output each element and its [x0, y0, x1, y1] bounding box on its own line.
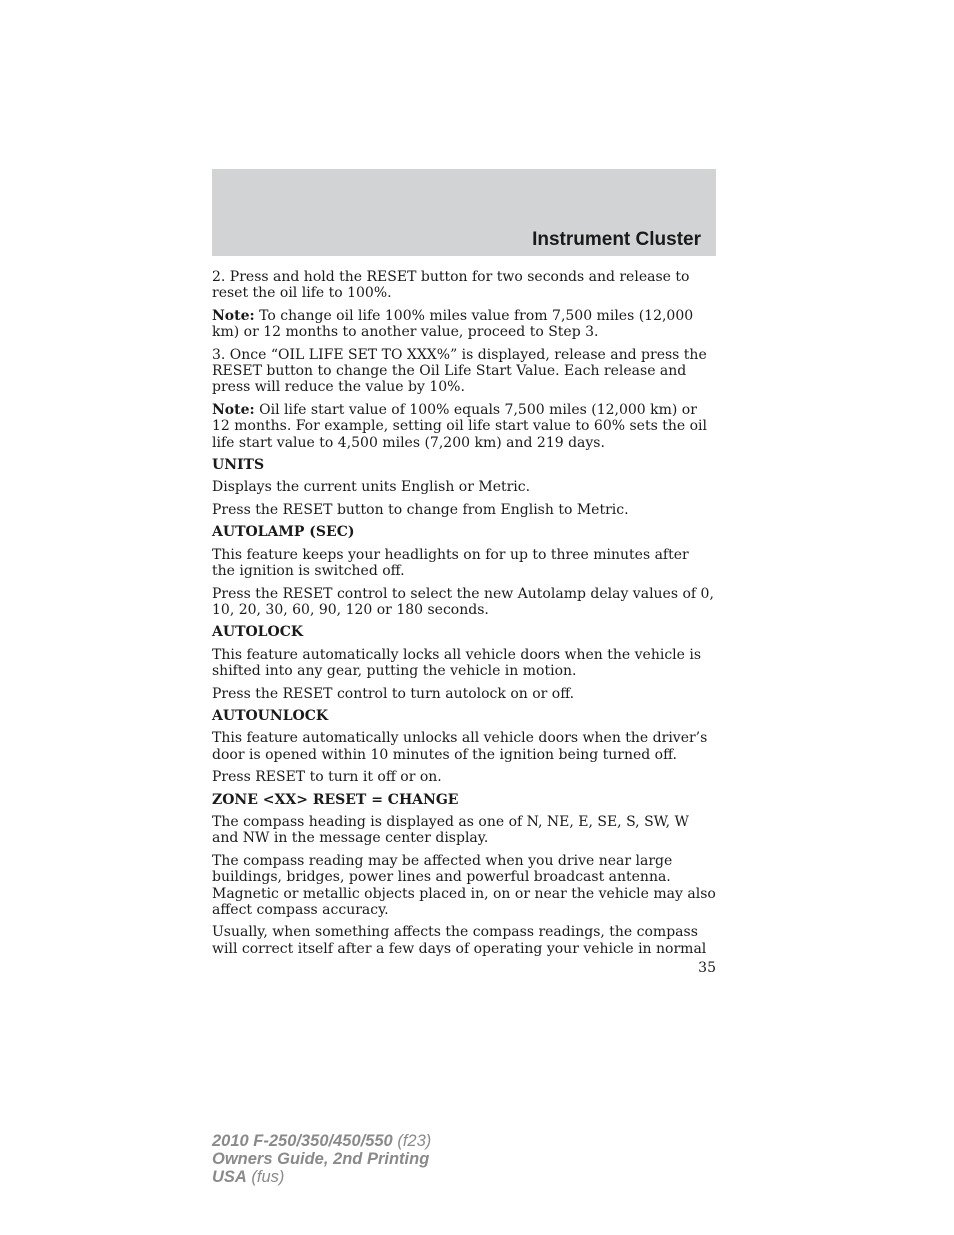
note-text: Oil life start value of 100% equals 7,500 miles (12,000 km) or 12 months. For example, setting oil life start value to 60% sets the oil life start value to 4,500 miles (7,200 km) and 219 days.: [212, 401, 707, 451]
autolamp-paragraph: Press the RESET control to select the new Autolamp delay values of 0, 10, 20, 30, 60, 90, 120 or 180 seconds.: [212, 585, 714, 618]
autounlock-paragraph: This feature automatically unlocks all vehicle doors when the driver’s door is opened within 10 minutes of the ignition being turned off.: [212, 730, 708, 763]
footer-region: USA: [212, 1168, 247, 1186]
footer-model: 2010 F-250/350/450/550: [212, 1132, 393, 1150]
autolock-heading: AUTOLOCK: [212, 624, 304, 641]
footer-region-line: [212, 1168, 431, 1186]
units-paragraph: Press the RESET button to change from English to Metric.: [212, 501, 629, 518]
footer-region-code: (fus): [246, 1168, 285, 1186]
note-paragraph: [212, 308, 716, 341]
note-text: To change oil life 100% miles value from 7,500 miles (12,000 km) or 12 months to another value, proceed to Step 3.: [212, 307, 694, 341]
autounlock-heading: AUTOUNLOCK: [212, 707, 329, 724]
note-label: Note:: [212, 401, 255, 418]
zone-paragraph: The compass reading may be affected when you drive near large buildings, bridges, power lines and powerful broadcast antenna. Magnetic or metallic objects placed in, on or near the vehicle may also affect compass accuracy.: [212, 852, 716, 918]
step-2-paragraph: 2. Press and hold the RESET button for two seconds and release to reset the oil life to 100%.: [212, 269, 690, 302]
units-paragraph: Displays the current units English or Metric.: [212, 479, 531, 496]
zone-paragraph: The compass heading is displayed as one of N, NE, E, SE, S, SW, W and NW in the message center display.: [212, 813, 689, 847]
document-footer: [212, 1132, 431, 1186]
note-label: Note:: [212, 307, 255, 324]
zone-paragraph: Usually, when something affects the compass readings, the compass will correct itself after a few days of operating your vehicle in normal: [212, 924, 707, 957]
section-title: Instrument Cluster: [532, 229, 701, 250]
section-header-band: [212, 169, 716, 256]
footer-model-line: [212, 1132, 431, 1150]
autolock-paragraph: This feature automatically locks all vehicle doors when the vehicle is shifted into any gear, putting the vehicle in motion.: [212, 646, 702, 680]
units-heading: UNITS: [212, 457, 265, 474]
autolamp-paragraph: This feature keeps your headlights on for up to three minutes after the ignition is switched off.: [212, 546, 689, 580]
zone-heading: ZONE <XX> RESET = CHANGE: [212, 791, 459, 808]
autolock-paragraph: Press the RESET control to turn autolock on or off.: [212, 685, 575, 702]
page-number: 35: [698, 960, 716, 976]
footer-model-code: (f23): [392, 1132, 432, 1150]
note-paragraph: [212, 402, 716, 451]
page-body: [212, 269, 716, 963]
autolamp-heading: AUTOLAMP (SEC): [212, 524, 355, 541]
footer-guide: Owners Guide, 2nd Printing: [212, 1150, 430, 1168]
autounlock-paragraph: Press RESET to turn it off or on.: [212, 769, 442, 786]
step-3-paragraph: 3. Once “OIL LIFE SET TO XXX%” is displayed, release and press the RESET button to change the Oil Life Start Value. Each release and press will reduce the value by 10%.: [212, 346, 707, 396]
